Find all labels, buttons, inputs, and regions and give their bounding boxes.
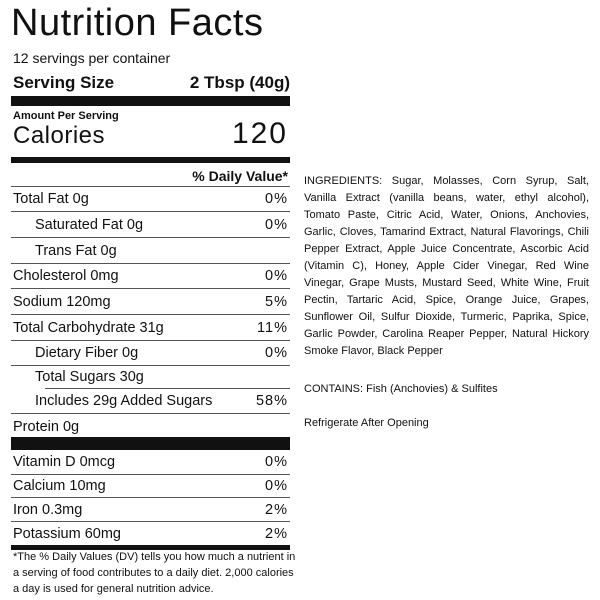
nutrient-name: Trans Fat 0g xyxy=(35,243,117,259)
nutrient-percent: 0% xyxy=(265,345,288,361)
nutrient-row-protein xyxy=(13,418,288,436)
nutrient-row-saturated-fat xyxy=(13,216,288,234)
nutrient-row-dietary-fiber xyxy=(13,344,288,362)
calories-row xyxy=(13,116,288,152)
vitamin-row-iron xyxy=(13,501,288,519)
servings-per-container: 12 servings per container xyxy=(13,50,171,66)
nutrient-name: Sodium 120mg xyxy=(13,294,111,310)
nutrient-percent: 5% xyxy=(265,294,288,310)
nutrient-percent: 11% xyxy=(257,320,288,336)
nutrient-name: Includes 29g Added Sugars xyxy=(35,393,213,409)
vitamin-row-potassium xyxy=(13,525,288,543)
vitamin-percent: 0% xyxy=(265,454,288,470)
nutrient-row-cholesterol xyxy=(13,267,288,285)
nutrient-row-added-sugars xyxy=(13,392,288,410)
nutrient-name: Protein 0g xyxy=(13,419,80,435)
row-divider xyxy=(11,263,290,264)
calories-value: 120 xyxy=(231,117,288,150)
row-divider xyxy=(11,186,290,187)
serving-size-label: Serving Size xyxy=(13,73,115,92)
amount-per-serving: Amount Per Serving xyxy=(13,110,119,122)
vitamin-percent: 0% xyxy=(265,478,288,494)
ingredients-list: INGREDIENTS: Sugar, Molasses, Corn Syrup, Salt, Vanilla Extract (vanilla beans, water, ethyl alcohol), Tomato Paste, Citric Acid, Water, Onions, Anchovies, Garlic, Cloves, Tamarind Extract, Natural Flavorings, Chili Pepper Extract, Apple Juice Concentrate, Ascorbic Acid (Vitamin C), Honey, Apple Cider Vinegar, Red Wine Vinegar, Grape Musts, Mustard Seed, White Wine, Fruit Pectin, Tartaric Acid, Spice, Orange Juice, Grapes, Sunflower Oil, Sulfur Dioxide, Turmeric, Paprika, Spice, Garlic Powder, Carolina Reaper Pepper, Natural Hickory Smoke Flavor, Black Pepper xyxy=(304,175,589,357)
nutrient-name: Cholesterol 0mg xyxy=(13,268,119,284)
nutrient-row-total-carbohydrate xyxy=(13,319,288,337)
nutrient-row-trans-fat xyxy=(13,242,288,260)
nutrient-name: Total Fat 0g xyxy=(13,191,89,207)
medium-divider xyxy=(11,157,290,163)
daily-value-header: % Daily Value* xyxy=(192,168,288,184)
storage-instruction: Refrigerate After Opening xyxy=(304,417,429,429)
row-divider xyxy=(11,365,290,366)
serving-size-value: 2 Tbsp (40g) xyxy=(189,73,290,92)
nutrient-percent: 0% xyxy=(265,268,288,284)
row-divider xyxy=(11,237,290,238)
vitamin-percent: 2% xyxy=(265,526,288,542)
label-title: Nutrition Facts xyxy=(11,2,264,44)
calories-label: Calories xyxy=(13,122,106,149)
thick-divider xyxy=(11,437,290,450)
vitamin-row-calcium xyxy=(13,477,288,495)
row-divider xyxy=(45,388,290,389)
row-divider xyxy=(11,413,290,414)
nutrient-name: Total Carbohydrate 31g xyxy=(13,320,164,336)
row-divider xyxy=(11,288,290,289)
row-divider xyxy=(11,211,290,212)
nutrient-name: Saturated Fat 0g xyxy=(35,217,144,233)
row-divider xyxy=(11,521,290,522)
nutrient-row-total-sugars xyxy=(13,368,288,386)
nutrient-percent: 0% xyxy=(265,191,288,207)
thick-divider xyxy=(11,96,290,106)
vitamin-percent: 2% xyxy=(265,502,288,518)
vitamin-name: Potassium 60mg xyxy=(13,526,121,542)
nutrient-row-sodium xyxy=(13,293,288,311)
row-divider xyxy=(11,314,290,315)
row-divider xyxy=(11,340,290,341)
nutrient-row-total-fat xyxy=(13,190,288,208)
vitamin-name: Iron 0.3mg xyxy=(13,502,83,518)
nutrient-percent: 58% xyxy=(255,393,288,409)
nutrient-name: Total Sugars 30g xyxy=(35,369,144,385)
serving-size-row xyxy=(13,73,290,93)
nutrient-percent: 0% xyxy=(265,217,288,233)
nutrient-name: Dietary Fiber 0g xyxy=(35,345,139,361)
daily-value-footnote: *The % Daily Values (DV) tells you how much a nutrient in a serving of food contributes to a daily diet. 2,000 calories a day is used for general nutrition advice. xyxy=(13,551,296,595)
vitamin-name: Calcium 10mg xyxy=(13,478,106,494)
vitamin-name: Vitamin D 0mcg xyxy=(13,454,116,470)
vitamin-row-vitamin-d xyxy=(13,453,288,471)
row-divider xyxy=(11,474,290,475)
row-divider xyxy=(11,497,290,498)
allergen-statement: CONTAINS: Fish (Anchovies) & Sulfites xyxy=(304,383,498,395)
nutrition-facts-label xyxy=(11,0,296,600)
